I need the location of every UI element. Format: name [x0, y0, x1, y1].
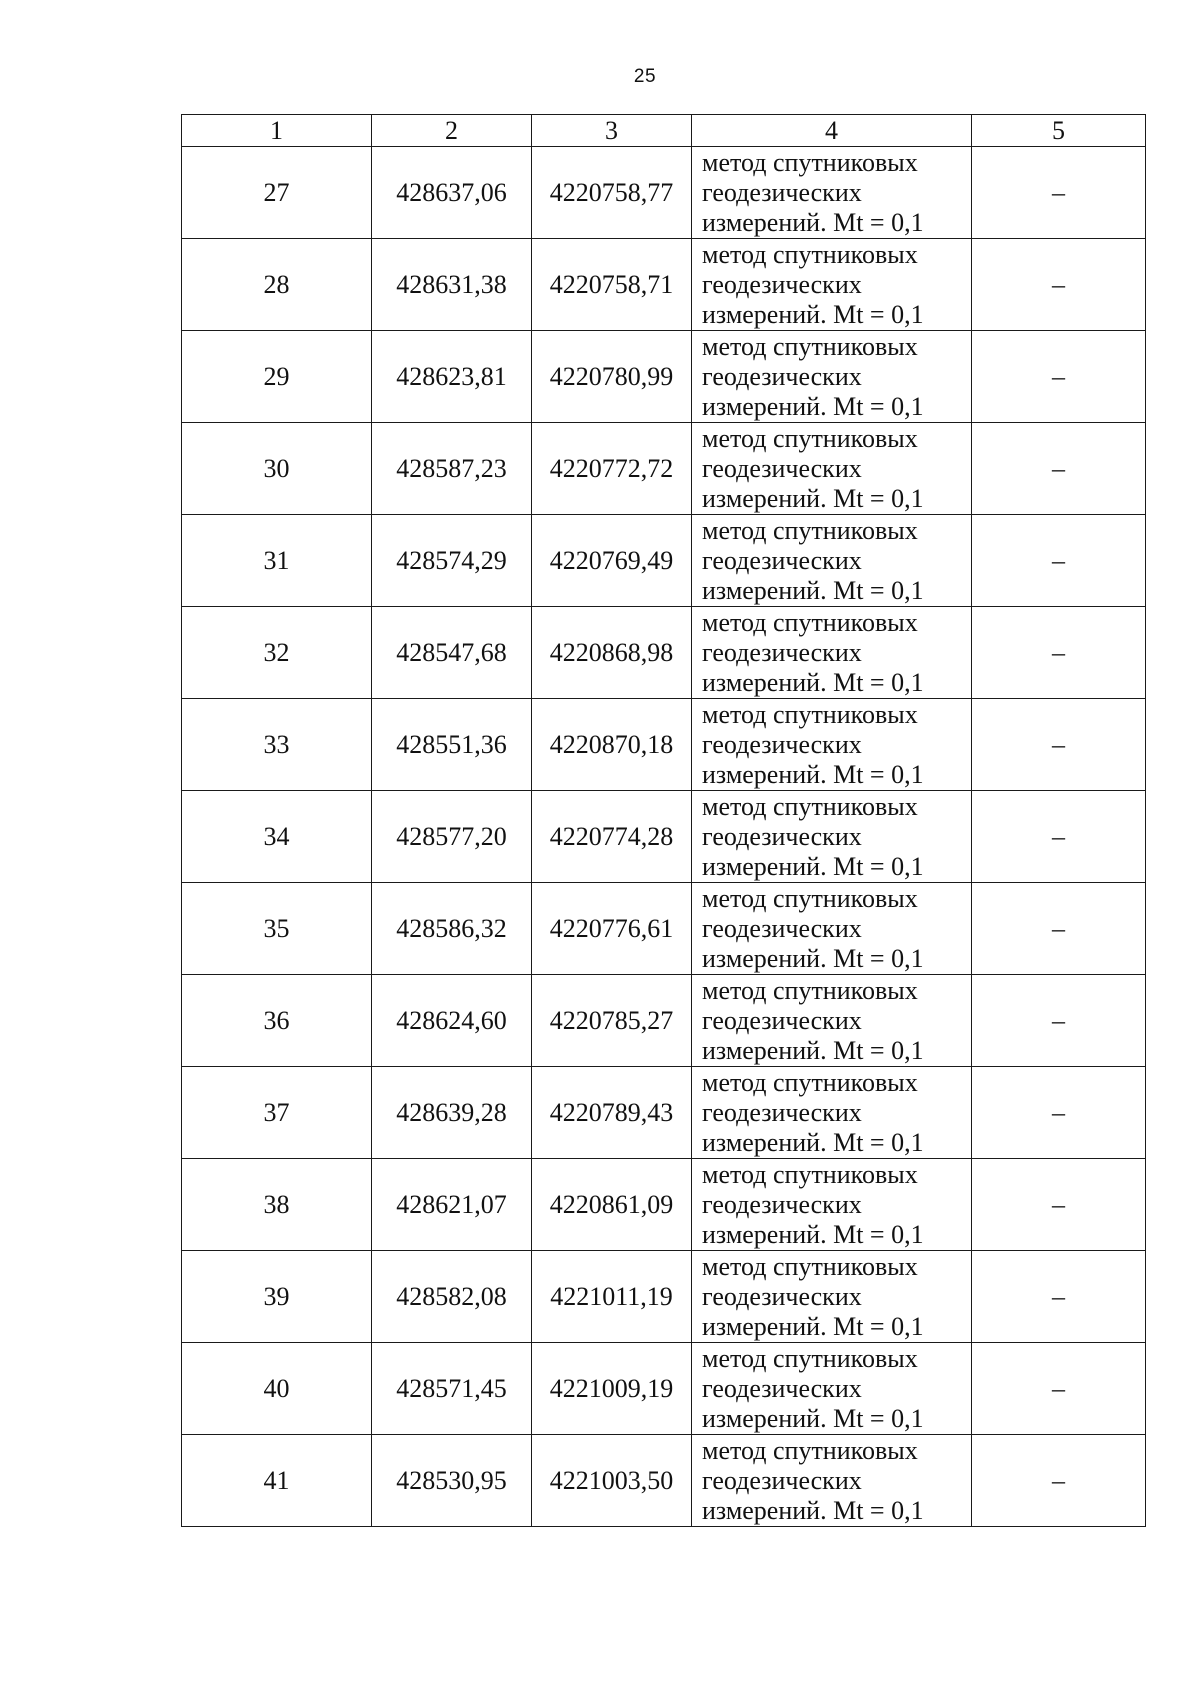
method-line: метод спутниковых [702, 1435, 918, 1465]
method-cell [692, 239, 972, 331]
note-cell: – [972, 147, 1146, 239]
method-line: метод спутниковых [702, 791, 918, 821]
method-line: измерений. Mt = 0,1 [702, 759, 924, 789]
method-line: измерений. Mt = 0,1 [702, 575, 924, 605]
x-coordinate-cell: 428582,08 [372, 1251, 532, 1343]
method-line: геодезических [702, 177, 862, 207]
table-body [182, 147, 1146, 1527]
table-header-row [182, 115, 1146, 147]
y-coordinate-cell: 4220789,43 [532, 1067, 692, 1159]
y-coordinate-cell: 4221011,19 [532, 1251, 692, 1343]
method-line: измерений. Mt = 0,1 [702, 1403, 924, 1433]
method-line: геодезических [702, 821, 862, 851]
method-line: измерений. Mt = 0,1 [702, 1311, 924, 1341]
column-header-2: 2 [372, 115, 532, 147]
y-coordinate-cell: 4220861,09 [532, 1159, 692, 1251]
table-row [182, 883, 1146, 975]
point-number-cell: 27 [182, 147, 372, 239]
y-coordinate-cell: 4220758,77 [532, 147, 692, 239]
method-line: геодезических [702, 1097, 862, 1127]
y-coordinate-cell: 4220769,49 [532, 515, 692, 607]
y-coordinate-cell: 4220868,98 [532, 607, 692, 699]
point-number-cell: 32 [182, 607, 372, 699]
method-line: измерений. Mt = 0,1 [702, 207, 924, 237]
coordinates-table [181, 114, 1146, 1527]
method-line: метод спутниковых [702, 147, 918, 177]
column-header-3: 3 [532, 115, 692, 147]
point-number-cell: 34 [182, 791, 372, 883]
method-line: метод спутниковых [702, 1067, 918, 1097]
table-row [182, 147, 1146, 239]
y-coordinate-cell: 4220785,27 [532, 975, 692, 1067]
note-cell: – [972, 1343, 1146, 1435]
y-coordinate-cell: 4220780,99 [532, 331, 692, 423]
x-coordinate-cell: 428577,20 [372, 791, 532, 883]
method-cell [692, 147, 972, 239]
point-number-cell: 33 [182, 699, 372, 791]
method-line: геодезических [702, 1465, 862, 1495]
method-line: метод спутниковых [702, 699, 918, 729]
method-cell [692, 791, 972, 883]
method-line: геодезических [702, 729, 862, 759]
note-cell: – [972, 1159, 1146, 1251]
point-number-cell: 28 [182, 239, 372, 331]
method-line: метод спутниковых [702, 239, 918, 269]
note-cell: – [972, 1251, 1146, 1343]
x-coordinate-cell: 428586,32 [372, 883, 532, 975]
note-cell: – [972, 1067, 1146, 1159]
table-row [182, 607, 1146, 699]
method-line: метод спутниковых [702, 423, 918, 453]
method-cell [692, 1343, 972, 1435]
table-row [182, 699, 1146, 791]
method-cell [692, 883, 972, 975]
table-row [182, 331, 1146, 423]
method-line: геодезических [702, 1189, 862, 1219]
x-coordinate-cell: 428551,36 [372, 699, 532, 791]
x-coordinate-cell: 428571,45 [372, 1343, 532, 1435]
point-number-cell: 38 [182, 1159, 372, 1251]
method-line: геодезических [702, 637, 862, 667]
y-coordinate-cell: 4220870,18 [532, 699, 692, 791]
method-cell [692, 1067, 972, 1159]
method-line: метод спутниковых [702, 883, 918, 913]
method-line: геодезических [702, 453, 862, 483]
table-row [182, 423, 1146, 515]
table-row [182, 791, 1146, 883]
y-coordinate-cell: 4220776,61 [532, 883, 692, 975]
method-line: метод спутниковых [702, 1251, 918, 1281]
method-line: измерений. Mt = 0,1 [702, 1219, 924, 1249]
method-line: геодезических [702, 1281, 862, 1311]
table-row [182, 1435, 1146, 1527]
method-cell [692, 423, 972, 515]
point-number-cell: 41 [182, 1435, 372, 1527]
method-line: измерений. Mt = 0,1 [702, 667, 924, 697]
method-line: метод спутниковых [702, 1343, 918, 1373]
x-coordinate-cell: 428621,07 [372, 1159, 532, 1251]
x-coordinate-cell: 428530,95 [372, 1435, 532, 1527]
method-line: измерений. Mt = 0,1 [702, 851, 924, 881]
method-line: измерений. Mt = 0,1 [702, 1127, 924, 1157]
point-number-cell: 31 [182, 515, 372, 607]
method-line: геодезических [702, 269, 862, 299]
method-line: геодезических [702, 545, 862, 575]
column-header-5: 5 [972, 115, 1146, 147]
note-cell: – [972, 423, 1146, 515]
method-cell [692, 515, 972, 607]
point-number-cell: 36 [182, 975, 372, 1067]
point-number-cell: 37 [182, 1067, 372, 1159]
table-row [182, 515, 1146, 607]
method-line: измерений. Mt = 0,1 [702, 943, 924, 973]
table-row [182, 1067, 1146, 1159]
method-line: метод спутниковых [702, 1159, 918, 1189]
method-line: измерений. Mt = 0,1 [702, 391, 924, 421]
method-cell [692, 607, 972, 699]
table-row [182, 1251, 1146, 1343]
column-header-4: 4 [692, 115, 972, 147]
note-cell: – [972, 607, 1146, 699]
method-line: геодезических [702, 1005, 862, 1035]
method-line: геодезических [702, 1373, 862, 1403]
method-line: метод спутниковых [702, 975, 918, 1005]
note-cell: – [972, 1435, 1146, 1527]
point-number-cell: 30 [182, 423, 372, 515]
note-cell: – [972, 331, 1146, 423]
y-coordinate-cell: 4220772,72 [532, 423, 692, 515]
page-number: 25 [633, 66, 657, 87]
note-cell: – [972, 239, 1146, 331]
y-coordinate-cell: 4220758,71 [532, 239, 692, 331]
method-cell [692, 1435, 972, 1527]
method-line: измерений. Mt = 0,1 [702, 1495, 924, 1525]
method-line: измерений. Mt = 0,1 [702, 483, 924, 513]
method-line: измерений. Mt = 0,1 [702, 299, 924, 329]
x-coordinate-cell: 428624,60 [372, 975, 532, 1067]
x-coordinate-cell: 428639,28 [372, 1067, 532, 1159]
note-cell: – [972, 699, 1146, 791]
method-line: геодезических [702, 361, 862, 391]
x-coordinate-cell: 428574,29 [372, 515, 532, 607]
table-row [182, 1159, 1146, 1251]
table-row [182, 975, 1146, 1067]
x-coordinate-cell: 428587,23 [372, 423, 532, 515]
x-coordinate-cell: 428637,06 [372, 147, 532, 239]
note-cell: – [972, 975, 1146, 1067]
method-cell [692, 1251, 972, 1343]
note-cell: – [972, 791, 1146, 883]
method-cell [692, 1159, 972, 1251]
coordinates-table-wrapper [181, 114, 1145, 1527]
y-coordinate-cell: 4220774,28 [532, 791, 692, 883]
y-coordinate-cell: 4221003,50 [532, 1435, 692, 1527]
method-cell [692, 975, 972, 1067]
y-coordinate-cell: 4221009,19 [532, 1343, 692, 1435]
table-row [182, 239, 1146, 331]
method-line: метод спутниковых [702, 607, 918, 637]
method-cell [692, 331, 972, 423]
note-cell: – [972, 883, 1146, 975]
x-coordinate-cell: 428631,38 [372, 239, 532, 331]
point-number-cell: 39 [182, 1251, 372, 1343]
x-coordinate-cell: 428547,68 [372, 607, 532, 699]
point-number-cell: 29 [182, 331, 372, 423]
note-cell: – [972, 515, 1146, 607]
method-line: метод спутниковых [702, 331, 918, 361]
method-line: измерений. Mt = 0,1 [702, 1035, 924, 1065]
method-line: метод спутниковых [702, 515, 918, 545]
point-number-cell: 40 [182, 1343, 372, 1435]
x-coordinate-cell: 428623,81 [372, 331, 532, 423]
method-line: геодезических [702, 913, 862, 943]
method-cell [692, 699, 972, 791]
table-row [182, 1343, 1146, 1435]
column-header-1: 1 [182, 115, 372, 147]
point-number-cell: 35 [182, 883, 372, 975]
